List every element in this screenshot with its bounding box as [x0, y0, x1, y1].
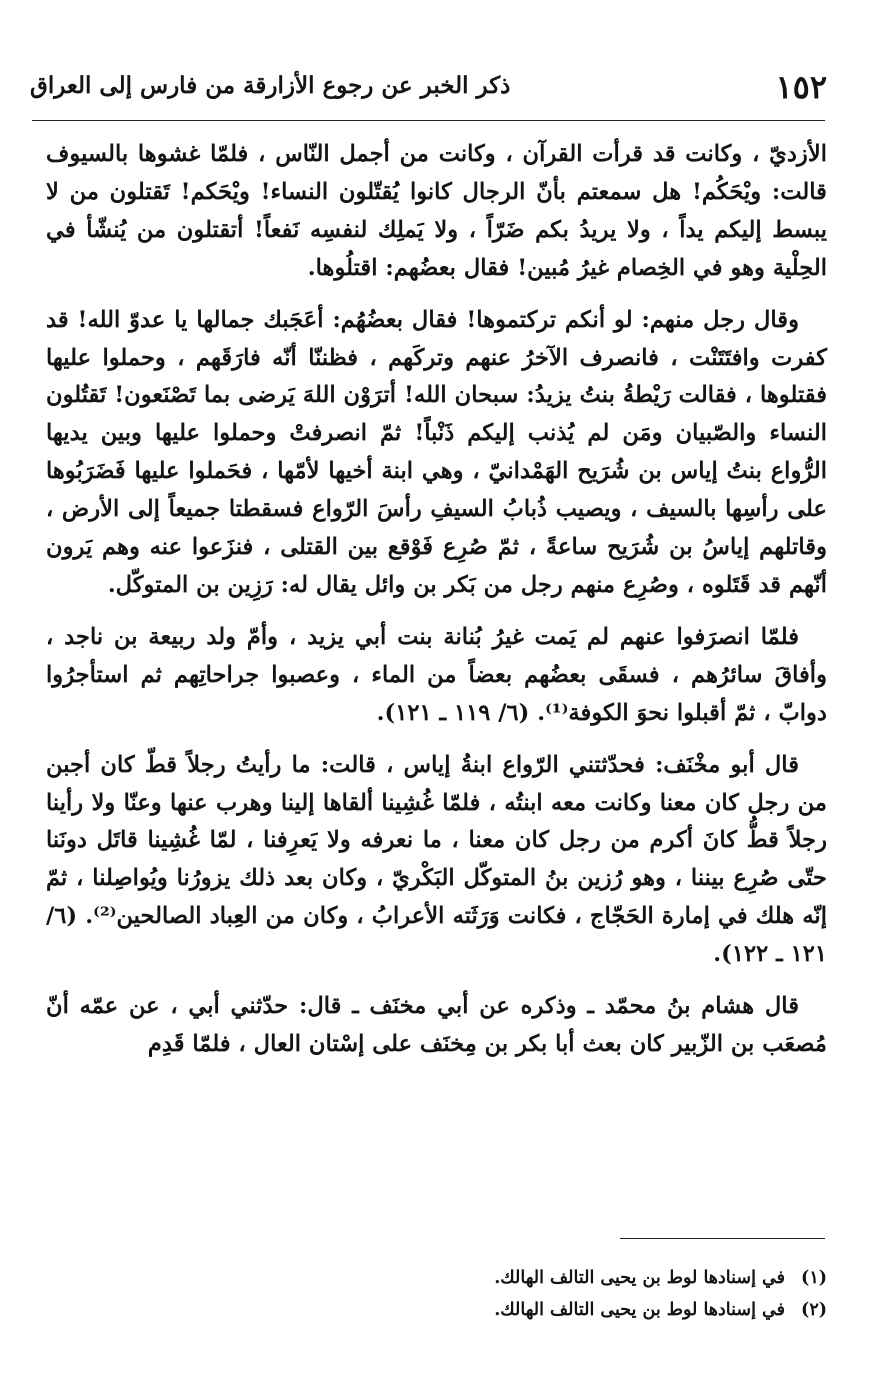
footnote: [46, 1294, 827, 1326]
footnote-text: في إسنادها لوط بن يحيى التالف الهالك.: [494, 1300, 785, 1320]
running-title: ذكر الخبر عن رجوع الأزارقة من فارس إلى العراق: [30, 72, 511, 99]
body-text: [46, 136, 827, 1078]
paragraph: قال هشام بنُ محمّد ـ وذكره عن أبي مخنَف ـ قال: حدّثني أبي ، عن عمّه أنّ مُصعَب بن الزّبير كان بعث أبا بكر بن مِخنَف على إسْتان العال ، فلمّا قَدِم: [46, 993, 827, 1057]
footnote-rule: [620, 1238, 825, 1239]
footnotes: [46, 1262, 827, 1326]
footnote-number: (١): [801, 1268, 827, 1288]
footnote: [46, 1262, 827, 1294]
page-number: ١٥٢: [775, 68, 827, 106]
paragraph: قال أبو مخْنَف: فحدّثتني الرّواع ابنةُ إياس ، قالت: ما رأيتُ رجلاً قطّ كان أجبن من رجل كان معنا وكانت معه ابنتُه ، فلمّا غُشِينا ألقاها إلينا وهرب عنها وعنّا ولا رأينا رجلاً قطُّ كانَ أكرم من رجل كان معنا ، ما نعرفه ولا يَعرِفنا ، لمّا غُشِينا قاتَل دونَنا حتّى صُرِع بيننا ، وهو رُزين بنُ المتوكّل البَكْريّ ، وكان بعد ذلك يزورُنا ويُواصِلنا ، ثمّ إنّه هلك في إمارة الحَجّاج ، فكانت وَرَثَته الأعرابُ ، وكان من العِباد الصالحين⁽²⁾. (٦/ ١٢١ ـ ١٢٢).: [46, 751, 827, 968]
page-header: [30, 66, 827, 116]
paragraph: الأزديّ ، وكانت قد قرأت القرآن ، وكانت من أجمل النّاس ، فلمّا غشوها بالسيوف قالت: ويْحَكُم! هل سمعتم بأنّ الرجال كانوا يُقتّلون النساء! ويْحَكم! تَقتلون من لا يبسط إليكم يداً ، ولا يريدُ بكم ضَرّاً ، ولا يَملِك لنفسِه نَفعاً! أتقتلون من يُنشّأ في الحِلْية وهو في الخِصام غيرُ مُبين! فقال بعضُهم: اقتلُوها.: [46, 141, 827, 281]
paragraph: وقال رجل منهم: لو أنكم تركتموها! فقال بعضُهُم: أعَجَبك جمالها يا عدوّ الله! قد كفرت وافتَتَنْت ، فانصرف الآخرُ عنهم وتركَهم ، فظننّا أنّه فارَقَهم ، وحملوا عليها فقتلوها ، فقالت رَيْطةُ بنتُ يزيدُ: سبحان الله! أترَوْن اللهَ يَرضى بما تَصْنَعون! تَقتُلون النساء والصّبيان ومَن لم يُذنب إليكم ذَنْباً! ثمّ انصرفتْ وحملوا عليها وبين يديها الرُّواع بنتُ إياس بن شُرَيح الهَمْدانيّ ، وهي ابنة أخيها لأمّها ، فحَملوا عليها فَضَرَبُوها على رأسِها بالسيف ، ويصيب ذُبابُ السيفِ رأسَ الرّواع فسقطتا جميعاً إلى الأرض ، وقاتلهم إياسُ بن شُرَيح ساعةً ، ثمّ صُرِع فَوْقع بين القتلى ، فنزَعوا عنه وهم يَرون أنّهم قد قَتَلوه ، وصُرِع منهم رجل من بَكر بن وائل يقال له: رَزِين بن المتوكّل.: [46, 306, 827, 598]
footnote-number: (٢): [801, 1300, 827, 1320]
footnote-text: في إسنادها لوط بن يحيى التالف الهالك.: [494, 1268, 785, 1288]
header-rule: [32, 120, 825, 121]
paragraph: فلمّا انصرَفوا عنهم لم يَمت غيرُ بُنانة بنت أبي يزيد ، وأمّ ولد ربيعة بن ناجد ، وأفاقَ سائرُهم ، فسقَى بعضُهم بعضاً من الماء ، وعصبوا جراحاتِهم ثم استأجرُوا دوابّ ، ثمّ أقبلوا نحوَ الكوفة⁽¹⁾. (٦/ ١١٩ ـ ١٢١).: [46, 623, 827, 726]
